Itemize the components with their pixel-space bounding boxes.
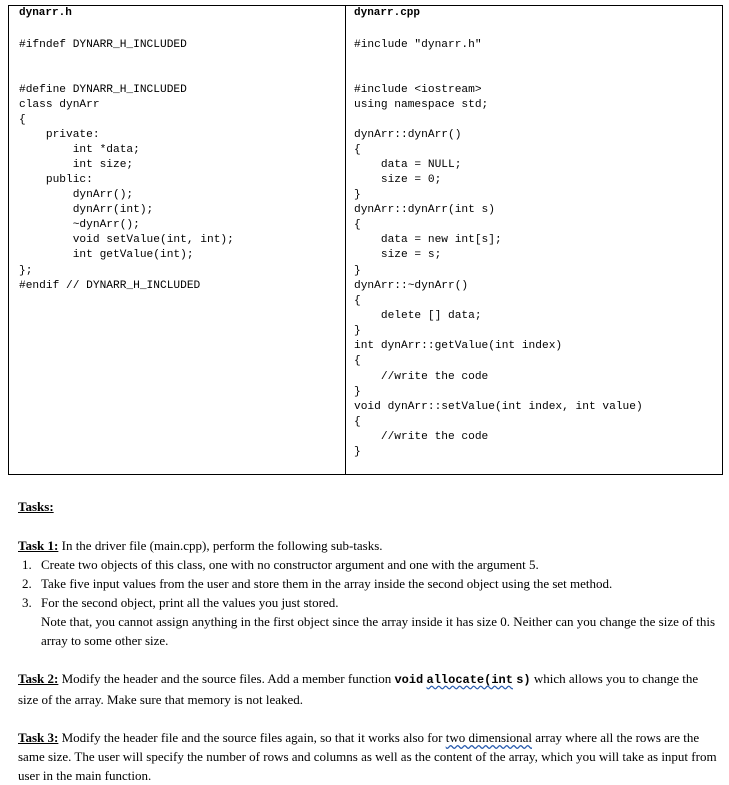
code-line: int dynArr::getValue(int index): [354, 340, 563, 352]
code-line: void dynArr::setValue(int index, int value): [354, 401, 643, 413]
code-line: }: [354, 446, 361, 458]
code-line: {: [354, 416, 361, 428]
code-line: }: [354, 386, 361, 398]
list-item: [18, 593, 718, 612]
code-line: dynArr::dynArr(): [354, 129, 462, 141]
header-file-column: [9, 6, 346, 474]
code-line: void setValue(int, int);: [19, 234, 234, 246]
task-1: [18, 536, 718, 650]
code-line: #include <iostream>: [354, 84, 482, 96]
code-line: data = new int[s];: [354, 234, 502, 246]
list-item: [18, 555, 718, 574]
code-line: delete [] data;: [354, 310, 482, 322]
code-param: s): [516, 673, 531, 687]
code-line: {: [19, 114, 26, 126]
task-3-title: Task 3:: [18, 730, 59, 745]
code-allocate: allocate(int: [426, 673, 513, 687]
code-line: data = NULL;: [354, 159, 462, 171]
code-line: int size;: [19, 159, 134, 171]
squiggle-text: two dimensional: [445, 730, 533, 745]
list-text: Take five input values from the user and store them in the array inside the second object using the set method.: [41, 576, 613, 591]
source-file-column: [346, 6, 722, 474]
code-line: class dynArr: [19, 99, 100, 111]
code-line: dynArr::dynArr(int s): [354, 204, 495, 216]
code-line: //write the code: [354, 431, 489, 443]
code-line: }: [354, 189, 361, 201]
code-line: dynArr::~dynArr(): [354, 280, 469, 292]
task-1-note: Note that, you cannot assign anything in the first object since the array inside it has size 0. Neither can you change the size of this array to some other size.: [41, 614, 716, 648]
code-line: #define DYNARR_H_INCLUDED: [19, 84, 187, 96]
code-line: size = 0;: [354, 174, 442, 186]
code-line: #endif // DYNARR_H_INCLUDED: [19, 280, 201, 292]
source-file-name: dynarr.cpp: [354, 7, 421, 19]
list-number: 2.: [22, 576, 32, 591]
list-text: For the second object, print all the values you just stored.: [41, 595, 339, 610]
code-line: ~dynArr();: [19, 219, 140, 231]
code-line: int *data;: [19, 144, 140, 156]
code-line: int getValue(int);: [19, 249, 194, 261]
code-line: size = s;: [354, 249, 442, 261]
task-1-intro: In the driver file (main.cpp), perform the following sub-tasks.: [61, 538, 383, 553]
task-3-text-after: array where all the rows are the same size. The user will specify the number of rows and columns as well as the content of the array, which you will take as input from user in the main function.: [18, 730, 717, 783]
task-2-title: Task 2:: [18, 671, 59, 686]
code-line: #include "dynarr.h": [354, 39, 482, 51]
task-3: [18, 728, 718, 785]
code-line: #ifndef DYNARR_H_INCLUDED: [19, 39, 187, 51]
tasks-heading: Tasks:: [18, 499, 54, 514]
code-line: using namespace std;: [354, 99, 489, 111]
task-2-text: Modify the header and the source files. Add a member function: [61, 671, 392, 686]
code-line: {: [354, 144, 361, 156]
code-line: public:: [19, 174, 93, 186]
code-line: dynArr(int);: [19, 204, 154, 216]
task-1-list: [18, 555, 718, 612]
code-line: dynArr();: [19, 189, 134, 201]
code-table: [8, 5, 723, 475]
list-item: [18, 574, 718, 593]
task-3-text: Modify the header file and the source files again, so that it works also for: [61, 730, 443, 745]
code-line: }: [354, 265, 361, 277]
code-line: {: [354, 295, 361, 307]
code-line: {: [354, 355, 361, 367]
task-1-title: Task 1:: [18, 538, 59, 553]
code-line: private:: [19, 129, 100, 141]
code-line: {: [354, 219, 361, 231]
tasks-section: [18, 497, 718, 785]
list-number: 1.: [22, 557, 32, 572]
task-2: [18, 669, 718, 709]
code-line: };: [19, 265, 33, 277]
task-2-text-after: which allows you to change the size of the array. Make sure that memory is not leaked.: [18, 671, 699, 707]
list-text: Create two objects of this class, one with no constructor argument and one with the argument 5.: [41, 557, 539, 572]
list-number: 3.: [22, 595, 32, 610]
header-file-name: dynarr.h: [19, 7, 72, 19]
code-void: void: [394, 673, 424, 687]
code-line: //write the code: [354, 371, 489, 383]
code-line: }: [354, 325, 361, 337]
